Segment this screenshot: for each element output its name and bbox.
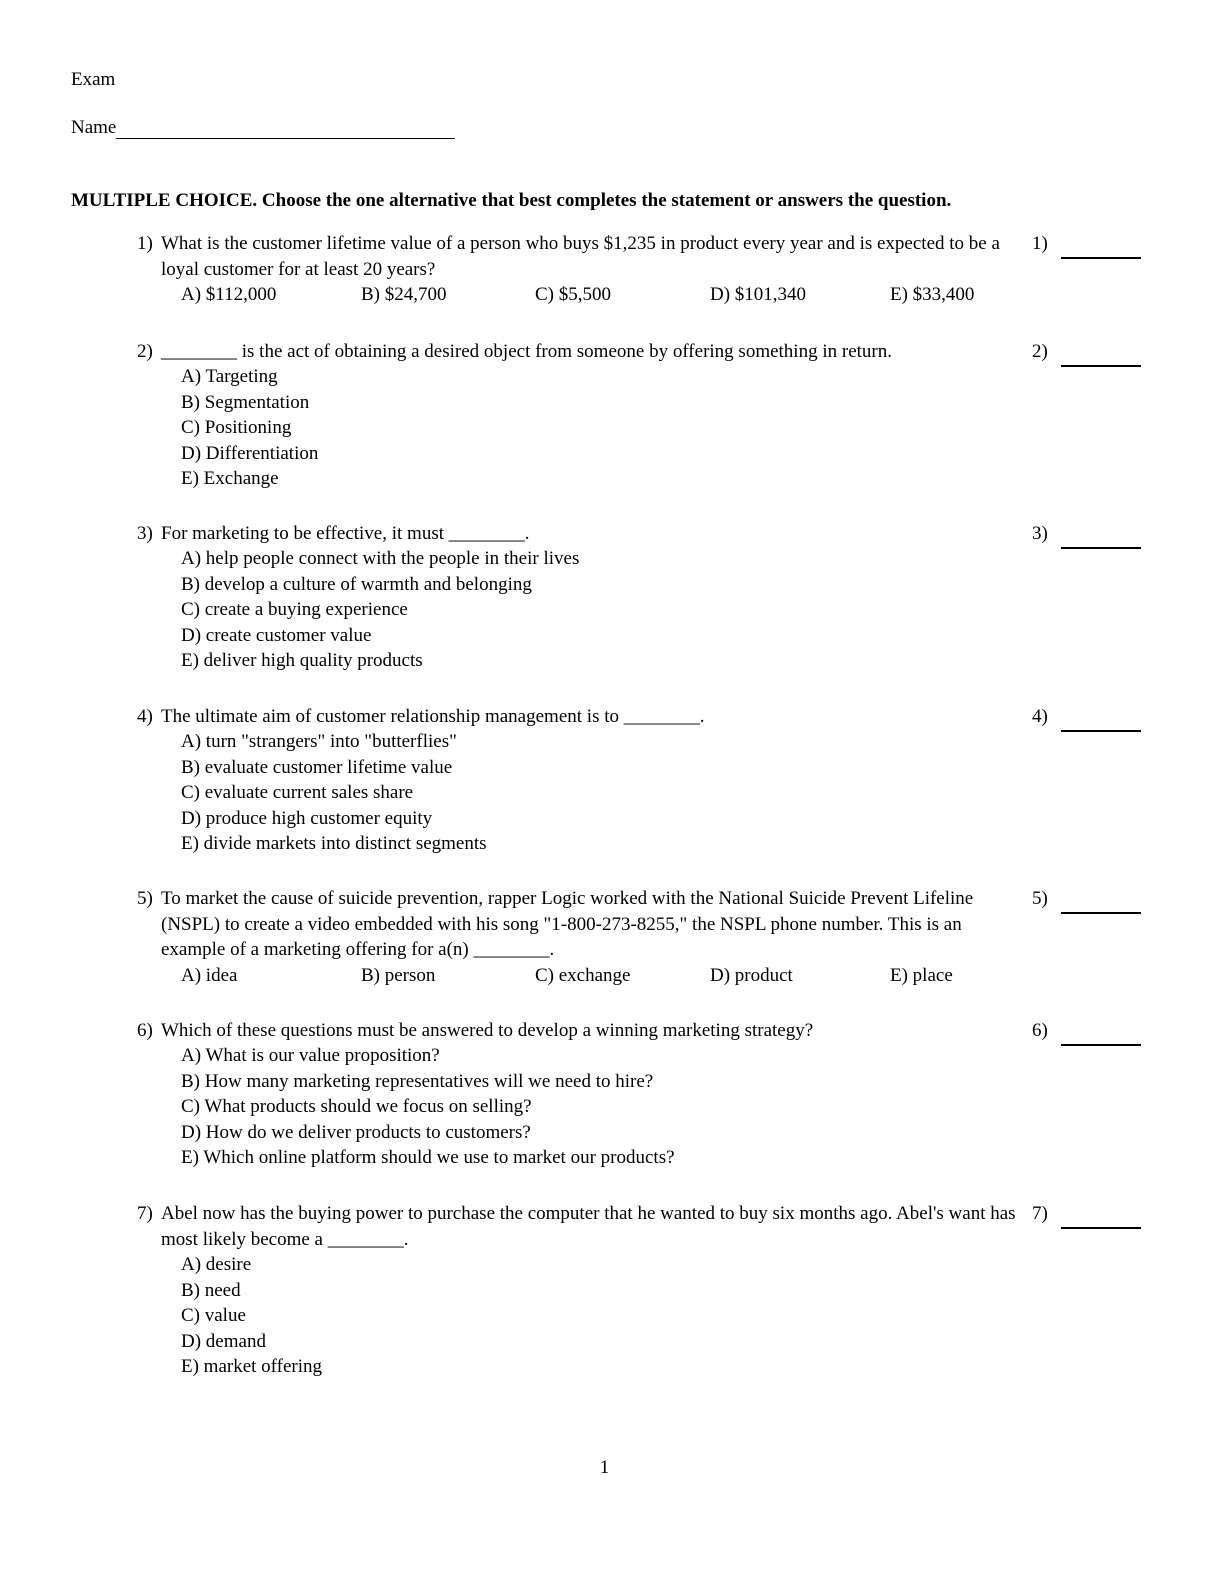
question-number: 5) xyxy=(137,888,153,909)
choice-list xyxy=(181,546,579,674)
choice-c[interactable]: C) What products should we focus on selling? xyxy=(181,1096,532,1117)
choice-b[interactable]: B) need xyxy=(181,1279,241,1301)
answer-number: 1) xyxy=(1032,233,1048,254)
choice-e[interactable]: E) $33,400 xyxy=(890,284,975,305)
choice-d[interactable]: D) create customer value xyxy=(181,624,372,646)
choice-d[interactable]: D) $101,340 xyxy=(710,284,807,305)
answer-blank[interactable] xyxy=(1061,1207,1141,1229)
choice-e[interactable]: E) deliver high quality products xyxy=(181,650,423,671)
answer-blank[interactable] xyxy=(1061,710,1141,732)
choice-d[interactable]: D) demand xyxy=(181,1330,266,1352)
choice-list xyxy=(181,1043,675,1171)
choice-e[interactable]: E) market offering xyxy=(181,1356,323,1377)
question-number: 7) xyxy=(137,1203,153,1224)
question-text: Which of these questions must be answered to develop a winning marketing strategy? xyxy=(161,1020,814,1041)
choice-c[interactable]: C) Positioning xyxy=(181,417,292,438)
choice-c[interactable]: C) value xyxy=(181,1305,246,1326)
question-number: 6) xyxy=(137,1020,153,1041)
question-number: 2) xyxy=(137,341,153,362)
choice-e[interactable]: E) divide markets into distinct segments xyxy=(181,833,487,854)
answer-number: 6) xyxy=(1032,1020,1048,1041)
choice-b[interactable]: B) $24,700 xyxy=(361,284,447,305)
choice-e[interactable]: E) place xyxy=(890,965,953,986)
question-stem xyxy=(137,1201,1017,1252)
question-stem xyxy=(137,521,1017,547)
question-text: To market the cause of suicide prevention, rapper Logic worked with the National Suicide Prevent Lifeline (NSPL) to create a video embedded with his song "1-800-273-8255," the NSPL phone number. This is an example of a marketing offering for a(n) ________. xyxy=(161,888,974,960)
question-stem xyxy=(137,1018,1017,1044)
question-text: What is the customer lifetime value of a person who buys $1,235 in product every year and is expected to be a loyal customer for at least 20 years? xyxy=(161,233,1000,280)
choice-b[interactable]: B) Segmentation xyxy=(181,391,310,413)
choice-d[interactable]: D) produce high customer equity xyxy=(181,807,433,829)
choice-c[interactable]: C) create a buying experience xyxy=(181,599,408,620)
choice-a[interactable]: A) $112,000 xyxy=(181,284,277,305)
choice-list xyxy=(181,364,318,492)
answer-blank[interactable] xyxy=(1061,892,1141,914)
choice-list xyxy=(181,729,487,857)
choice-e[interactable]: E) Exchange xyxy=(181,468,279,489)
choice-a[interactable]: A) idea xyxy=(181,965,238,986)
instructions: MULTIPLE CHOICE. Choose the one alternative that best completes the statement or answers the question. xyxy=(71,190,952,211)
choice-c[interactable]: C) exchange xyxy=(535,965,631,986)
answer-blank[interactable] xyxy=(1061,237,1141,259)
choice-a[interactable]: A) help people connect with the people in their lives xyxy=(181,548,580,569)
answer-number: 4) xyxy=(1032,706,1048,727)
question-number: 3) xyxy=(137,523,153,544)
choice-c[interactable]: C) evaluate current sales share xyxy=(181,782,414,803)
answer-blank[interactable] xyxy=(1061,345,1141,367)
choice-c[interactable]: C) $5,500 xyxy=(535,284,611,305)
answer-number: 3) xyxy=(1032,523,1048,544)
choice-b[interactable]: B) evaluate customer lifetime value xyxy=(181,756,453,778)
question-stem xyxy=(137,704,1017,730)
choice-d[interactable]: D) How do we deliver products to customers? xyxy=(181,1121,531,1143)
question-stem xyxy=(137,886,1017,963)
name-label: Name xyxy=(71,117,117,138)
choice-d[interactable]: D) Differentiation xyxy=(181,442,319,464)
question-stem xyxy=(137,339,1017,365)
choice-b[interactable]: B) How many marketing representatives will we need to hire? xyxy=(181,1070,654,1092)
exam-title: Exam xyxy=(71,69,116,90)
answer-blank[interactable] xyxy=(1061,1024,1141,1046)
question-text: The ultimate aim of customer relationship management is to ________. xyxy=(161,706,705,727)
choice-e[interactable]: E) Which online platform should we use to market our products? xyxy=(181,1147,675,1168)
question-number: 4) xyxy=(137,706,153,727)
answer-number: 7) xyxy=(1032,1203,1048,1224)
question-text: For marketing to be effective, it must ________. xyxy=(161,523,530,544)
answer-number: 2) xyxy=(1032,341,1048,362)
question-text: ________ is the act of obtaining a desired object from someone by offering something in return. xyxy=(161,341,892,362)
question-text: Abel now has the buying power to purchase the computer that he wanted to buy six months ago. Abel's want has most likely become a ________. xyxy=(161,1203,1016,1250)
choice-a[interactable]: A) What is our value proposition? xyxy=(181,1045,440,1066)
choice-a[interactable]: A) Targeting xyxy=(181,366,278,387)
name-blank-line[interactable] xyxy=(116,120,455,139)
page-number: 1 xyxy=(599,1457,610,1478)
answer-number: 5) xyxy=(1032,888,1048,909)
answer-blank[interactable] xyxy=(1061,527,1141,549)
question-number: 1) xyxy=(137,233,153,254)
choice-a[interactable]: A) turn "strangers" into "butterflies" xyxy=(181,731,457,752)
choice-list xyxy=(181,1252,322,1380)
choice-b[interactable]: B) person xyxy=(361,965,436,986)
question-stem xyxy=(137,231,1017,282)
choice-a[interactable]: A) desire xyxy=(181,1254,252,1275)
choice-b[interactable]: B) develop a culture of warmth and belonging xyxy=(181,573,532,595)
choice-d[interactable]: D) product xyxy=(710,965,793,986)
name-field-row xyxy=(71,117,455,139)
